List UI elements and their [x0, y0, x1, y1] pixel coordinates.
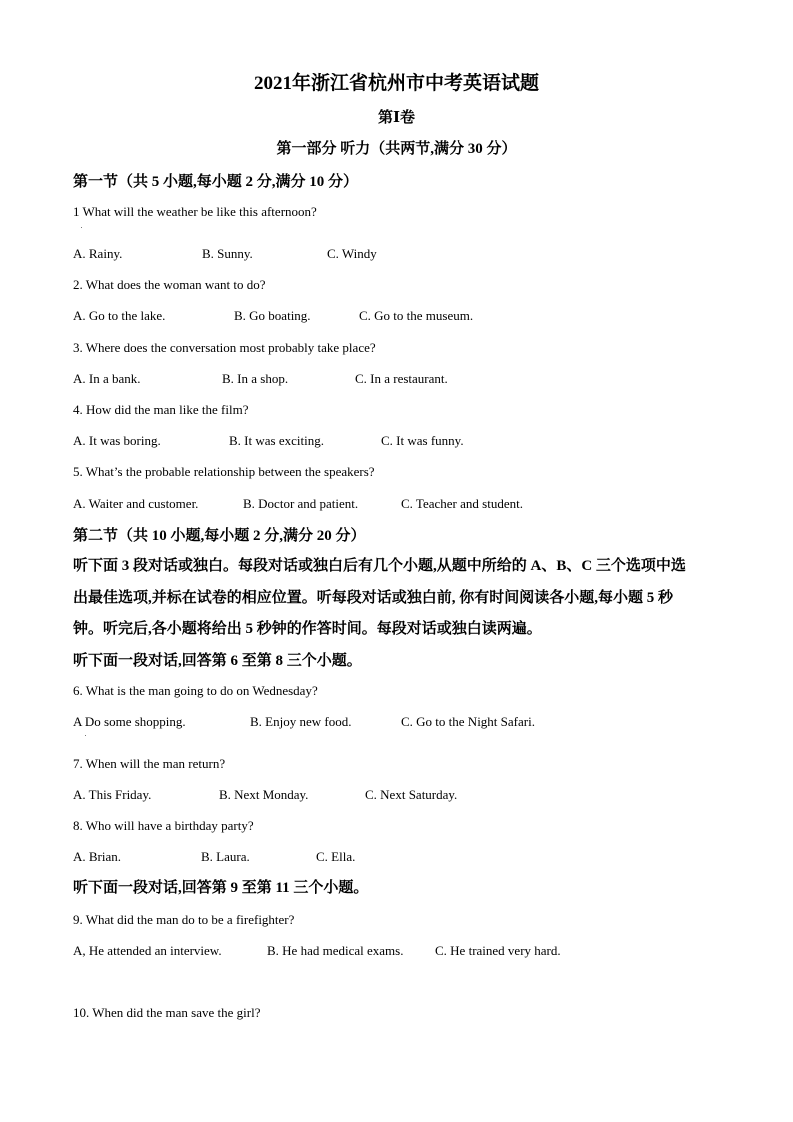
question-7-option-b: B. Next Monday. — [219, 787, 309, 802]
question-8-option-b: B. Laura. — [201, 849, 250, 864]
question-9-stem: 9. What did the man do to be a firefighter? — [73, 912, 295, 927]
part-heading: 第一部分 听力（共两节,满分 30 分） — [276, 141, 517, 157]
question-9-option-c: C. He trained very hard. — [435, 943, 561, 958]
question-6-option-b: B. Enjoy new food. — [250, 714, 352, 729]
section2-instruction-line-2: 出最佳选项,并标在试卷的相应位置。听每段对话或独白前, 你有时间阅读各小题,每小题 5 秒 — [73, 590, 674, 606]
question-8-option-a: A. Brian. — [73, 849, 122, 864]
question-9-option-a: A, He attended an interview. — [73, 943, 222, 958]
question-5-option-b: B. Doctor and patient. — [243, 496, 359, 511]
stray-mark — [81, 227, 82, 228]
question-1-option-c: C. Windy — [327, 246, 377, 261]
group1-intro: 听下面一段对话,回答第 6 至第 8 三个小题。 — [73, 653, 362, 669]
question-3-option-a: A. In a bank. — [73, 371, 141, 386]
question-6-option-c: C. Go to the Night Safari. — [401, 714, 535, 729]
question-3-option-c: C. In a restaurant. — [355, 371, 448, 386]
question-8-option-c: C. Ella. — [316, 849, 356, 864]
question-5-option-a: A. Waiter and customer. — [73, 496, 199, 511]
question-3-option-b: B. In a shop. — [222, 371, 289, 386]
question-9-option-b: B. He had medical exams. — [267, 943, 404, 958]
question-1-option-b: B. Sunny. — [202, 246, 253, 261]
question-3-stem: 3. Where does the conversation most probably take place? — [73, 340, 376, 355]
section2-heading: 第二节（共 10 小题,每小题 2 分,满分 20 分） — [73, 528, 366, 544]
question-10-stem: 10. When did the man save the girl? — [73, 1005, 261, 1020]
question-7-stem: 7. When will the man return? — [73, 756, 226, 771]
section2-instruction-line-1: 听下面 3 段对话或独白。每段对话或独白后有几个小题,从题中所给的 A、B、C 三个选项中选 — [73, 558, 686, 574]
volume-heading: 第Ⅰ卷 — [377, 110, 416, 126]
question-4-option-b: B. It was exciting. — [229, 433, 324, 448]
question-4-stem: 4. How did the man like the film? — [73, 402, 249, 417]
question-2-option-a: A. Go to the lake. — [73, 308, 166, 323]
section1-heading: 第一节（共 5 小题,每小题 2 分,满分 10 分） — [73, 174, 359, 190]
document-title: 2021年浙江省杭州市中考英语试题 — [253, 73, 539, 94]
question-1-stem: 1 What will the weather be like this afternoon? — [73, 204, 317, 219]
question-6-stem: 6. What is the man going to do on Wednesday? — [73, 683, 318, 698]
question-2-option-c: C. Go to the museum. — [359, 308, 474, 323]
question-8-stem: 8. Who will have a birthday party? — [73, 818, 254, 833]
question-7-option-a: A. This Friday. — [73, 787, 152, 802]
question-6-option-a: A Do some shopping. — [73, 714, 186, 729]
question-7-option-c: C. Next Saturday. — [365, 787, 458, 802]
question-2-option-b: B. Go boating. — [234, 308, 311, 323]
question-4-option-c: C. It was funny. — [381, 433, 464, 448]
question-5-option-c: C. Teacher and student. — [401, 496, 523, 511]
question-2-stem: 2. What does the woman want to do? — [73, 277, 266, 292]
stray-mark — [85, 735, 86, 736]
question-1-option-a: A. Rainy. — [73, 246, 123, 261]
question-4-option-a: A. It was boring. — [73, 433, 161, 448]
group2-intro: 听下面一段对话,回答第 9 至第 11 三个小题。 — [73, 880, 369, 896]
question-5-stem: 5. What’s the probable relationship between the speakers? — [73, 464, 375, 479]
section2-instruction-line-3: 钟。听完后,各小题将给出 5 秒钟的作答时间。每段对话或独白读两遍。 — [73, 621, 542, 637]
